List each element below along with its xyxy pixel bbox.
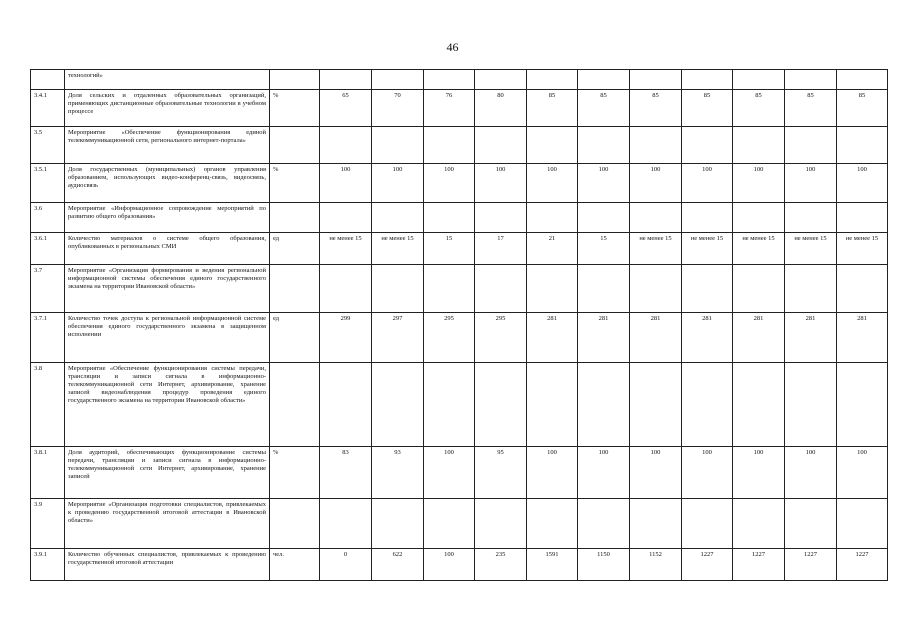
value-cell: 281 <box>527 313 578 363</box>
unit-cell <box>270 127 320 164</box>
value-cell <box>733 127 785 164</box>
value-cell: не менее 15 <box>785 233 837 265</box>
value-cell: 83 <box>320 447 372 499</box>
value-cell: 100 <box>424 549 475 581</box>
value-cell <box>785 70 837 90</box>
value-cell: 15 <box>424 233 475 265</box>
value-cell: 100 <box>837 447 888 499</box>
value-cell: 100 <box>527 164 578 203</box>
value-cell <box>527 203 578 233</box>
value-cell <box>527 363 578 447</box>
value-cell: 17 <box>475 233 527 265</box>
value-cell <box>682 499 733 549</box>
value-cell <box>733 363 785 447</box>
row-code: 3.9 <box>31 499 65 549</box>
value-cell: 100 <box>424 164 475 203</box>
indicator-name: Мероприятие «Организация формирования и ведения региональной информационной системы обеспечения единого государственного экзамена на территории Ивановской области» <box>65 265 270 313</box>
value-cell <box>527 127 578 164</box>
value-cell <box>682 363 733 447</box>
value-cell: 281 <box>785 313 837 363</box>
table-row <box>31 447 888 499</box>
value-cell: 295 <box>424 313 475 363</box>
value-cell: 76 <box>424 90 475 127</box>
value-cell: 85 <box>837 90 888 127</box>
value-cell <box>578 70 630 90</box>
value-cell: 622 <box>372 549 424 581</box>
value-cell: 100 <box>475 164 527 203</box>
value-cell: 281 <box>682 313 733 363</box>
value-cell: 70 <box>372 90 424 127</box>
value-cell: 100 <box>578 164 630 203</box>
value-cell: 100 <box>785 164 837 203</box>
value-cell: 100 <box>320 164 372 203</box>
value-cell <box>424 363 475 447</box>
value-cell: 299 <box>320 313 372 363</box>
value-cell: 93 <box>372 447 424 499</box>
value-cell <box>733 265 785 313</box>
indicator-name: технологий» <box>65 70 270 90</box>
value-cell <box>320 127 372 164</box>
row-code: 3.7.1 <box>31 313 65 363</box>
value-cell <box>682 127 733 164</box>
value-cell <box>837 499 888 549</box>
value-cell <box>682 265 733 313</box>
value-cell: 100 <box>733 447 785 499</box>
value-cell: 85 <box>785 90 837 127</box>
value-cell <box>475 127 527 164</box>
value-cell: 100 <box>424 447 475 499</box>
row-code: 3.6 <box>31 203 65 233</box>
table-row <box>31 549 888 581</box>
value-cell <box>733 499 785 549</box>
value-cell: 100 <box>527 447 578 499</box>
value-cell: 100 <box>682 164 733 203</box>
value-cell <box>837 127 888 164</box>
value-cell <box>372 127 424 164</box>
value-cell: 85 <box>527 90 578 127</box>
value-cell: 100 <box>630 447 682 499</box>
value-cell: 295 <box>475 313 527 363</box>
row-code: 3.7 <box>31 265 65 313</box>
value-cell <box>785 127 837 164</box>
value-cell <box>320 265 372 313</box>
unit-cell: % <box>270 90 320 127</box>
value-cell <box>682 203 733 233</box>
value-cell <box>630 363 682 447</box>
unit-cell <box>270 363 320 447</box>
page-number: 46 <box>446 40 459 54</box>
value-cell <box>475 203 527 233</box>
value-cell <box>837 265 888 313</box>
unit-cell <box>270 499 320 549</box>
value-cell <box>630 203 682 233</box>
unit-cell: чел. <box>270 549 320 581</box>
value-cell <box>475 363 527 447</box>
value-cell <box>424 127 475 164</box>
value-cell <box>837 70 888 90</box>
value-cell <box>475 499 527 549</box>
value-cell: 281 <box>578 313 630 363</box>
unit-cell <box>270 265 320 313</box>
value-cell: 281 <box>837 313 888 363</box>
indicator-name: Мероприятие «Информационное сопровождение мероприятий по развитию общего образования» <box>65 203 270 233</box>
row-code: 3.4.1 <box>31 90 65 127</box>
value-cell <box>785 363 837 447</box>
value-cell: не менее 15 <box>320 233 372 265</box>
indicator-name: Количество обученных специалистов, привлекаемых к проведению государственной итоговой аттестации <box>65 549 270 581</box>
value-cell: не менее 15 <box>733 233 785 265</box>
value-cell: не менее 15 <box>682 233 733 265</box>
value-cell <box>424 203 475 233</box>
value-cell <box>320 203 372 233</box>
value-cell <box>475 265 527 313</box>
value-cell: 1227 <box>837 549 888 581</box>
value-cell: 281 <box>733 313 785 363</box>
value-cell <box>682 70 733 90</box>
unit-cell: % <box>270 447 320 499</box>
value-cell: 85 <box>630 90 682 127</box>
value-cell: 65 <box>320 90 372 127</box>
value-cell <box>527 265 578 313</box>
value-cell <box>837 203 888 233</box>
row-code: 3.5 <box>31 127 65 164</box>
value-cell: 1152 <box>630 549 682 581</box>
value-cell: 85 <box>682 90 733 127</box>
value-cell: 235 <box>475 549 527 581</box>
row-code: 3.8 <box>31 363 65 447</box>
table-row <box>31 499 888 549</box>
table-row <box>31 233 888 265</box>
value-cell <box>424 499 475 549</box>
value-cell <box>424 265 475 313</box>
table-row <box>31 164 888 203</box>
unit-cell <box>270 203 320 233</box>
value-cell: 1150 <box>578 549 630 581</box>
unit-cell: ед <box>270 313 320 363</box>
indicator-name: Мероприятие «Организация подготовки специалистов, привлекаемых к проведению государственной итоговой аттестации в Ивановской области» <box>65 499 270 549</box>
value-cell: 100 <box>578 447 630 499</box>
value-cell <box>372 499 424 549</box>
indicators-table <box>30 69 888 581</box>
value-cell: не менее 15 <box>372 233 424 265</box>
value-cell <box>424 70 475 90</box>
value-cell: 15 <box>578 233 630 265</box>
unit-cell <box>270 70 320 90</box>
table-row <box>31 203 888 233</box>
value-cell <box>527 70 578 90</box>
value-cell <box>372 265 424 313</box>
value-cell <box>320 499 372 549</box>
value-cell <box>578 499 630 549</box>
value-cell <box>320 70 372 90</box>
value-cell: 85 <box>578 90 630 127</box>
value-cell: 1591 <box>527 549 578 581</box>
unit-cell: % <box>270 164 320 203</box>
table-row <box>31 265 888 313</box>
value-cell <box>733 70 785 90</box>
value-cell <box>578 363 630 447</box>
value-cell <box>630 127 682 164</box>
indicator-name: Доля государственных (муниципальных) органов управления образованием, использующих видео-конференц-связь, видеосвязь, аудиосвязь <box>65 164 270 203</box>
indicator-name: Доля аудиторий, обеспечивающих функционирование системы передачи, трансляции и записи сигнала в информационно-телекоммуникационной сети Интернет, архивирование, хранение записей <box>65 447 270 499</box>
value-cell <box>837 363 888 447</box>
row-code: 3.9.1 <box>31 549 65 581</box>
unit-cell: ед <box>270 233 320 265</box>
table-row <box>31 313 888 363</box>
value-cell: 100 <box>837 164 888 203</box>
indicator-name: Количество точек доступа к региональной информационной системе обеспечения единого государственного экзамена в защищенном исполнении <box>65 313 270 363</box>
value-cell: 100 <box>733 164 785 203</box>
value-cell: 100 <box>785 447 837 499</box>
value-cell: 100 <box>682 447 733 499</box>
value-cell <box>578 127 630 164</box>
value-cell: не менее 15 <box>837 233 888 265</box>
value-cell <box>785 499 837 549</box>
value-cell <box>630 70 682 90</box>
value-cell: 0 <box>320 549 372 581</box>
value-cell <box>785 265 837 313</box>
indicator-name: Мероприятие «Обеспечение функционирования системы передачи, трансляции и записи сигнала в информационно-телекоммуникационной сети Интернет, архивирование, хранение записей видеонаблюдения процедур проведения единого государственного экзамена на территории Ивановской области» <box>65 363 270 447</box>
value-cell: не менее 15 <box>630 233 682 265</box>
value-cell <box>630 499 682 549</box>
value-cell: 281 <box>630 313 682 363</box>
row-code <box>31 70 65 90</box>
value-cell: 1227 <box>682 549 733 581</box>
table-row <box>31 90 888 127</box>
value-cell <box>372 70 424 90</box>
row-code: 3.8.1 <box>31 447 65 499</box>
value-cell <box>372 363 424 447</box>
value-cell: 85 <box>733 90 785 127</box>
value-cell <box>785 203 837 233</box>
indicator-name: Мероприятие «Обеспечение функционирования единой телекоммуникационной сети, регионального интернет-портала» <box>65 127 270 164</box>
value-cell: 100 <box>630 164 682 203</box>
row-code: 3.5.1 <box>31 164 65 203</box>
value-cell <box>578 265 630 313</box>
table-row <box>31 127 888 164</box>
indicator-name: Доля сельских и отдаленных образовательных организаций, применяющих дистанционные образовательные технологии в учебном процессе <box>65 90 270 127</box>
value-cell: 100 <box>372 164 424 203</box>
value-cell <box>733 203 785 233</box>
value-cell <box>372 203 424 233</box>
table-row <box>31 363 888 447</box>
value-cell: 21 <box>527 233 578 265</box>
value-cell: 1227 <box>785 549 837 581</box>
value-cell <box>527 499 578 549</box>
value-cell: 80 <box>475 90 527 127</box>
value-cell <box>475 70 527 90</box>
value-cell: 1227 <box>733 549 785 581</box>
table-row <box>31 70 888 90</box>
value-cell <box>320 363 372 447</box>
value-cell: 297 <box>372 313 424 363</box>
indicator-name: Количество материалов о системе общего образования, опубликованных в региональных СМИ <box>65 233 270 265</box>
value-cell <box>630 265 682 313</box>
value-cell <box>578 203 630 233</box>
value-cell: 95 <box>475 447 527 499</box>
row-code: 3.6.1 <box>31 233 65 265</box>
